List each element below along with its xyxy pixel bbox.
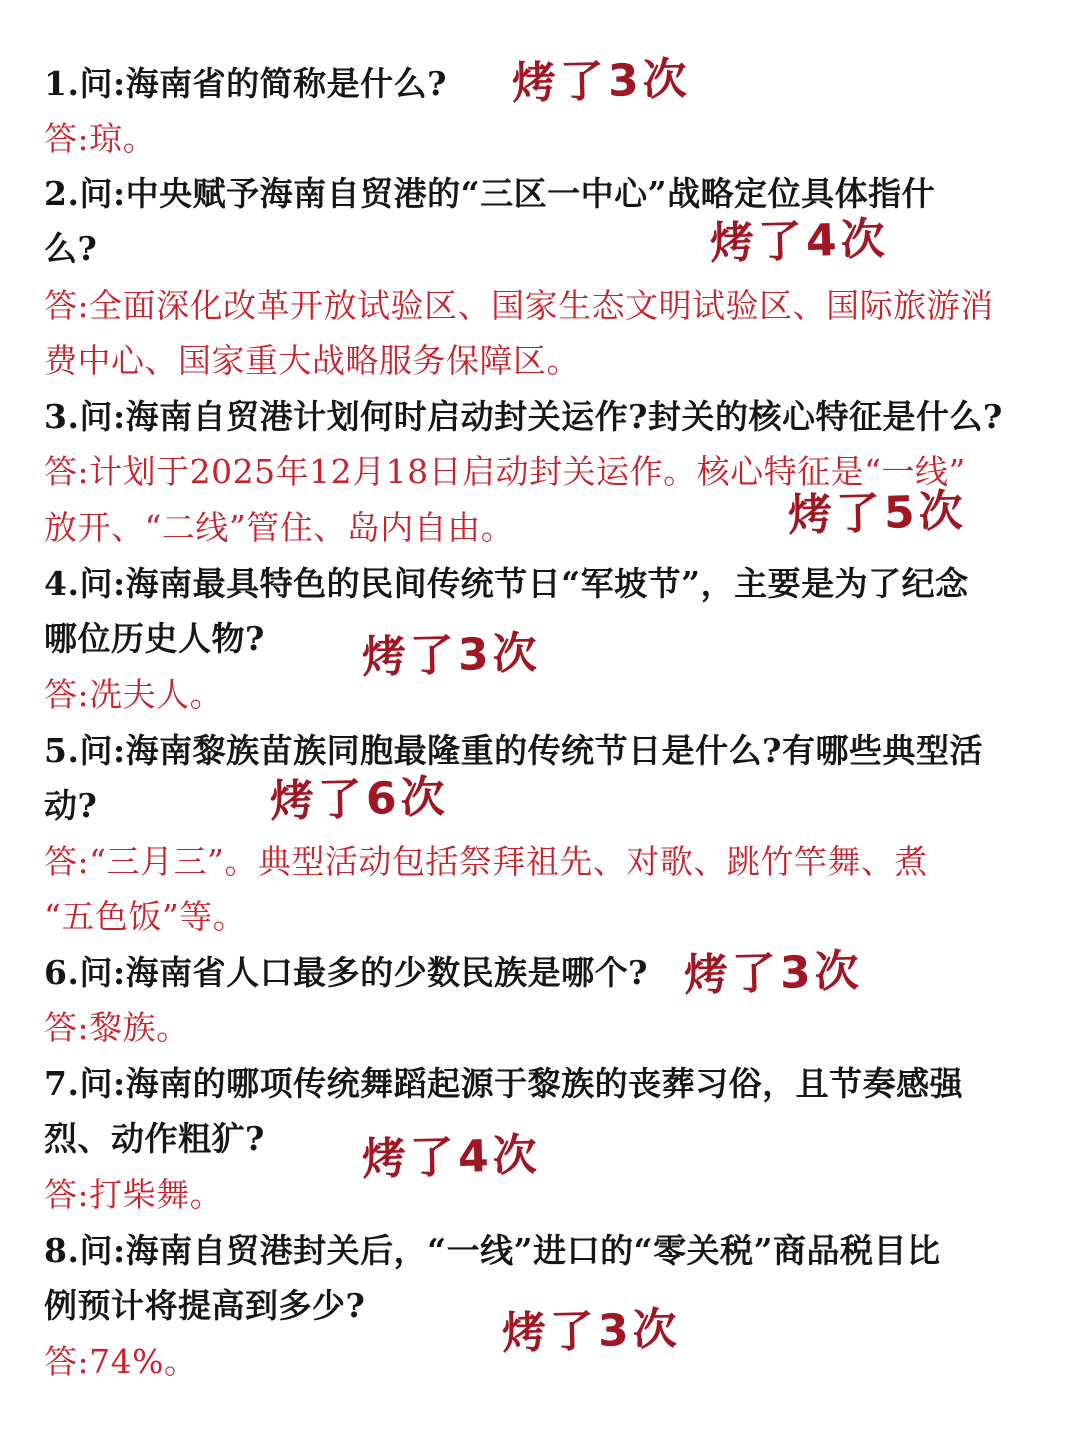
answer-5-line-1: 答:“三月三”。典型活动包括祭拜祖先、对歌、跳竹竿舞、煮 <box>44 842 928 881</box>
question-2-line-2: 么? <box>44 229 98 268</box>
answer-5-line-2: “五色饭”等。 <box>44 897 247 936</box>
question-7-line-2: 烈、动作粗犷? <box>44 1119 265 1158</box>
answer-3-line-1: 答:计划于2025年12月18日启动封关运作。核心特征是“一线” <box>44 452 966 491</box>
answer-6-line-1: 答:黎族。 <box>44 1008 190 1047</box>
question-4-line-1: 4.问:海南最具特色的民间传统节日“军坡节”，主要是为了纪念 <box>44 564 969 603</box>
answer-2-line-2: 费中心、国家重大战略服务保障区。 <box>44 341 580 380</box>
answer-1-line-1: 答:琼。 <box>44 119 157 158</box>
question-5-line-1: 5.问:海南黎族苗族同胞最隆重的传统节日是什么?有哪些典型活 <box>44 731 983 770</box>
question-2-line-1: 2.问:中央赋予海南自贸港的“三区一中心”战略定位具体指什 <box>44 174 936 213</box>
question-6-line-1: 6.问:海南省人口最多的少数民族是哪个? <box>44 953 648 992</box>
question-7-line-1: 7.问:海南的哪项传统舞蹈起源于黎族的丧葬习俗，且节奏感强 <box>44 1064 964 1103</box>
question-5-line-2: 动? <box>44 786 98 825</box>
answer-8-line-1: 答:74%。 <box>44 1342 198 1381</box>
handwritten-note-7: 烤了4次 <box>361 1129 542 1186</box>
handwritten-note-8: 烤了3次 <box>501 1303 682 1360</box>
handwritten-note-5: 烤了6次 <box>269 771 450 828</box>
handwritten-note-2: 烤了4次 <box>709 213 890 270</box>
question-3-line-1: 3.问:海南自贸港计划何时启动封关运作?封关的核心特征是什么? <box>44 397 1003 436</box>
answer-4-line-1: 答:冼夫人。 <box>44 675 224 714</box>
question-1-line-1: 1.问:海南省的简称是什么? <box>44 64 447 103</box>
question-8-line-2: 例预计将提高到多少? <box>44 1286 366 1325</box>
handwritten-note-3: 烤了5次 <box>787 485 968 542</box>
answer-3-line-2: 放开、“二线”管住、岛内自由。 <box>44 508 515 547</box>
answer-7-line-1: 答:打柴舞。 <box>44 1175 224 1214</box>
question-8-line-1: 8.问:海南自贸港封关后，“一线”进口的“零关税”商品税目比 <box>44 1231 941 1270</box>
handwritten-note-6: 烤了3次 <box>683 945 864 1002</box>
handwritten-note-1: 烤了3次 <box>511 53 692 110</box>
question-4-line-2: 哪位历史人物? <box>44 619 265 658</box>
handwritten-note-4: 烤了3次 <box>361 627 542 684</box>
answer-2-line-1: 答:全面深化改革开放试验区、国家生态文明试验区、国际旅游消 <box>44 286 994 325</box>
